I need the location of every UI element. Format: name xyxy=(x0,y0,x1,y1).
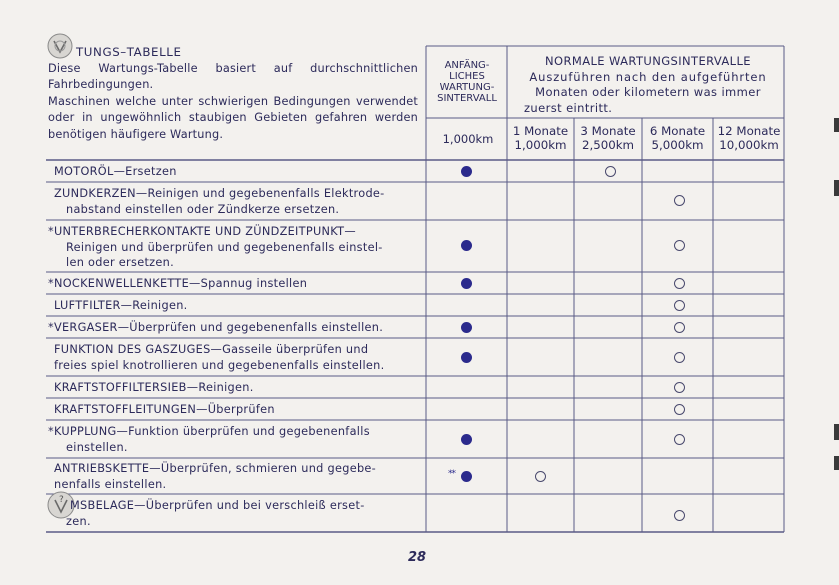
row-text: einstellen. xyxy=(66,440,128,454)
interval-circle xyxy=(674,195,685,206)
row-antriebskette xyxy=(48,461,418,492)
row-text: nabstand einstellen oder Zündkerze ersetzen. xyxy=(66,202,340,216)
row-unterbrecher xyxy=(48,224,418,271)
interval-km: 5,000km xyxy=(651,138,704,152)
interval-circle xyxy=(674,382,685,393)
normal-desc-line: zuerst eintritt. xyxy=(524,100,613,115)
interval-4 xyxy=(713,124,785,152)
row-kraftstofffiltersieb xyxy=(48,380,418,396)
row-text: *UNTERBRECHERKONTAKTE UND ZÜNDZEITPUNKT— xyxy=(48,225,356,238)
normal-desc-line: Auszuführen nach den aufgeführten xyxy=(529,69,767,84)
interval-km: 10,000km xyxy=(719,138,779,152)
row-gaszug xyxy=(48,342,418,373)
first-header-line: SINTERVALL xyxy=(437,93,497,104)
row-luftfilter xyxy=(48,298,418,314)
first-header-line: WARTUNG- xyxy=(439,82,495,93)
first-header-line: LICHES xyxy=(449,71,485,82)
interval-circle xyxy=(674,404,685,415)
row-text: LUFTFILTER—Reinigen. xyxy=(54,299,188,312)
row-text: *VERGASER—Überprüfen und gegebenenfalls einstellen. xyxy=(48,321,384,334)
initial-dot xyxy=(461,166,472,177)
interval-2 xyxy=(574,124,642,152)
row-kupplung xyxy=(48,424,418,455)
row-text: Reinigen und überprüfen und gegebenenfalls einstel- xyxy=(66,240,383,254)
row-text: *KUPPLUNG—Funktion überprüfen und gegebenenfalls xyxy=(48,425,370,438)
row-text: MSBELAGE—Überprüfen und bei verschleiß erset- xyxy=(70,499,365,512)
row-kraftstoffleitungen xyxy=(48,402,418,418)
interval-months: 6 Monate xyxy=(649,124,706,138)
normal-title: NORMALE WARTUNGSINTERVALLE xyxy=(545,54,751,68)
interval-months: 3 Monate xyxy=(580,124,636,138)
row-text: nenfalls einstellen. xyxy=(54,477,167,491)
row-text: KRAFTSTOFFLEITUNGEN—Überprüfen xyxy=(54,403,275,416)
initial-dot xyxy=(461,471,472,482)
row-bremsbelaege xyxy=(48,498,418,529)
row-text: zen. xyxy=(66,514,91,528)
row-text: FUNKTION DES GASZUGES—Gasseile überprüfen und xyxy=(54,343,369,356)
row-motoroel xyxy=(48,164,418,180)
row-text: ANTRIEBSKETTE—Überprüfen, schmieren und gegebe- xyxy=(54,462,377,475)
interval-1 xyxy=(507,124,574,152)
row-text: KRAFTSTOFFILTERSIEB—Reinigen. xyxy=(54,381,254,394)
initial-dot xyxy=(461,240,472,251)
interval-circle xyxy=(535,471,546,482)
interval-circle xyxy=(674,278,685,289)
row-zuendkerzen xyxy=(48,186,418,217)
intro-line-2: Maschinen welche unter schwierigen Bedingungen verwendet oder in ungewöhnlich staubigen Gebieten gefahren werden benötigen häufigere Wartung. xyxy=(48,94,418,141)
first-header-line: ANFÄNG- xyxy=(444,60,490,71)
interval-circle xyxy=(674,434,685,445)
initial-dot xyxy=(461,278,472,289)
row-text: len oder ersetzen. xyxy=(66,256,174,269)
row-vergaser xyxy=(48,320,418,336)
interval-circle xyxy=(674,510,685,521)
row-text: freies spiel knotrollieren und gegebenenfalls einstellen. xyxy=(54,358,385,372)
interval-circle xyxy=(674,322,685,333)
edge-mark xyxy=(834,180,839,196)
page-number: 28 xyxy=(407,550,427,565)
initial-dot xyxy=(461,352,472,363)
interval-3 xyxy=(642,124,713,152)
initial-dot xyxy=(461,322,472,333)
interval-km: 1,000km xyxy=(514,138,567,152)
initial-dot xyxy=(461,434,472,445)
row-text: *NOCKENWELLENKETTE—Spannug instellen xyxy=(48,277,308,290)
normal-intervals-header xyxy=(512,54,784,116)
svg-text:?: ? xyxy=(59,495,64,505)
interval-months: 1 Monate xyxy=(512,124,569,138)
edge-mark xyxy=(834,118,839,132)
row-text: MOTORÖL—Ersetzen xyxy=(54,165,177,178)
first-interval-header xyxy=(428,60,506,104)
interval-km: 2,500km xyxy=(581,138,635,152)
interval-months: 12 Monate xyxy=(717,124,781,138)
interval-circle xyxy=(674,352,685,363)
row-text: ZUNDKERZEN—Reinigen und gegebenenfalls Elektrode- xyxy=(54,187,385,200)
table-title: TUNGS–TABELLE xyxy=(76,45,182,59)
row-nockenwellenkette xyxy=(48,276,418,292)
interval-circle xyxy=(605,166,616,177)
interval-circle xyxy=(674,300,685,311)
intro-block xyxy=(48,44,418,143)
first-interval-km: 1,000km xyxy=(442,132,494,146)
edge-mark xyxy=(834,456,839,470)
interval-circle xyxy=(674,240,685,251)
intro-line-1: Diese Wartungs-Tabelle basiert auf durchschnittlichen Fahrbedingungen. xyxy=(48,61,418,91)
double-asterisk-note: ** xyxy=(448,469,455,479)
edge-mark xyxy=(834,424,839,440)
normal-desc-line: Monaten oder kilometern was immer xyxy=(535,85,761,99)
